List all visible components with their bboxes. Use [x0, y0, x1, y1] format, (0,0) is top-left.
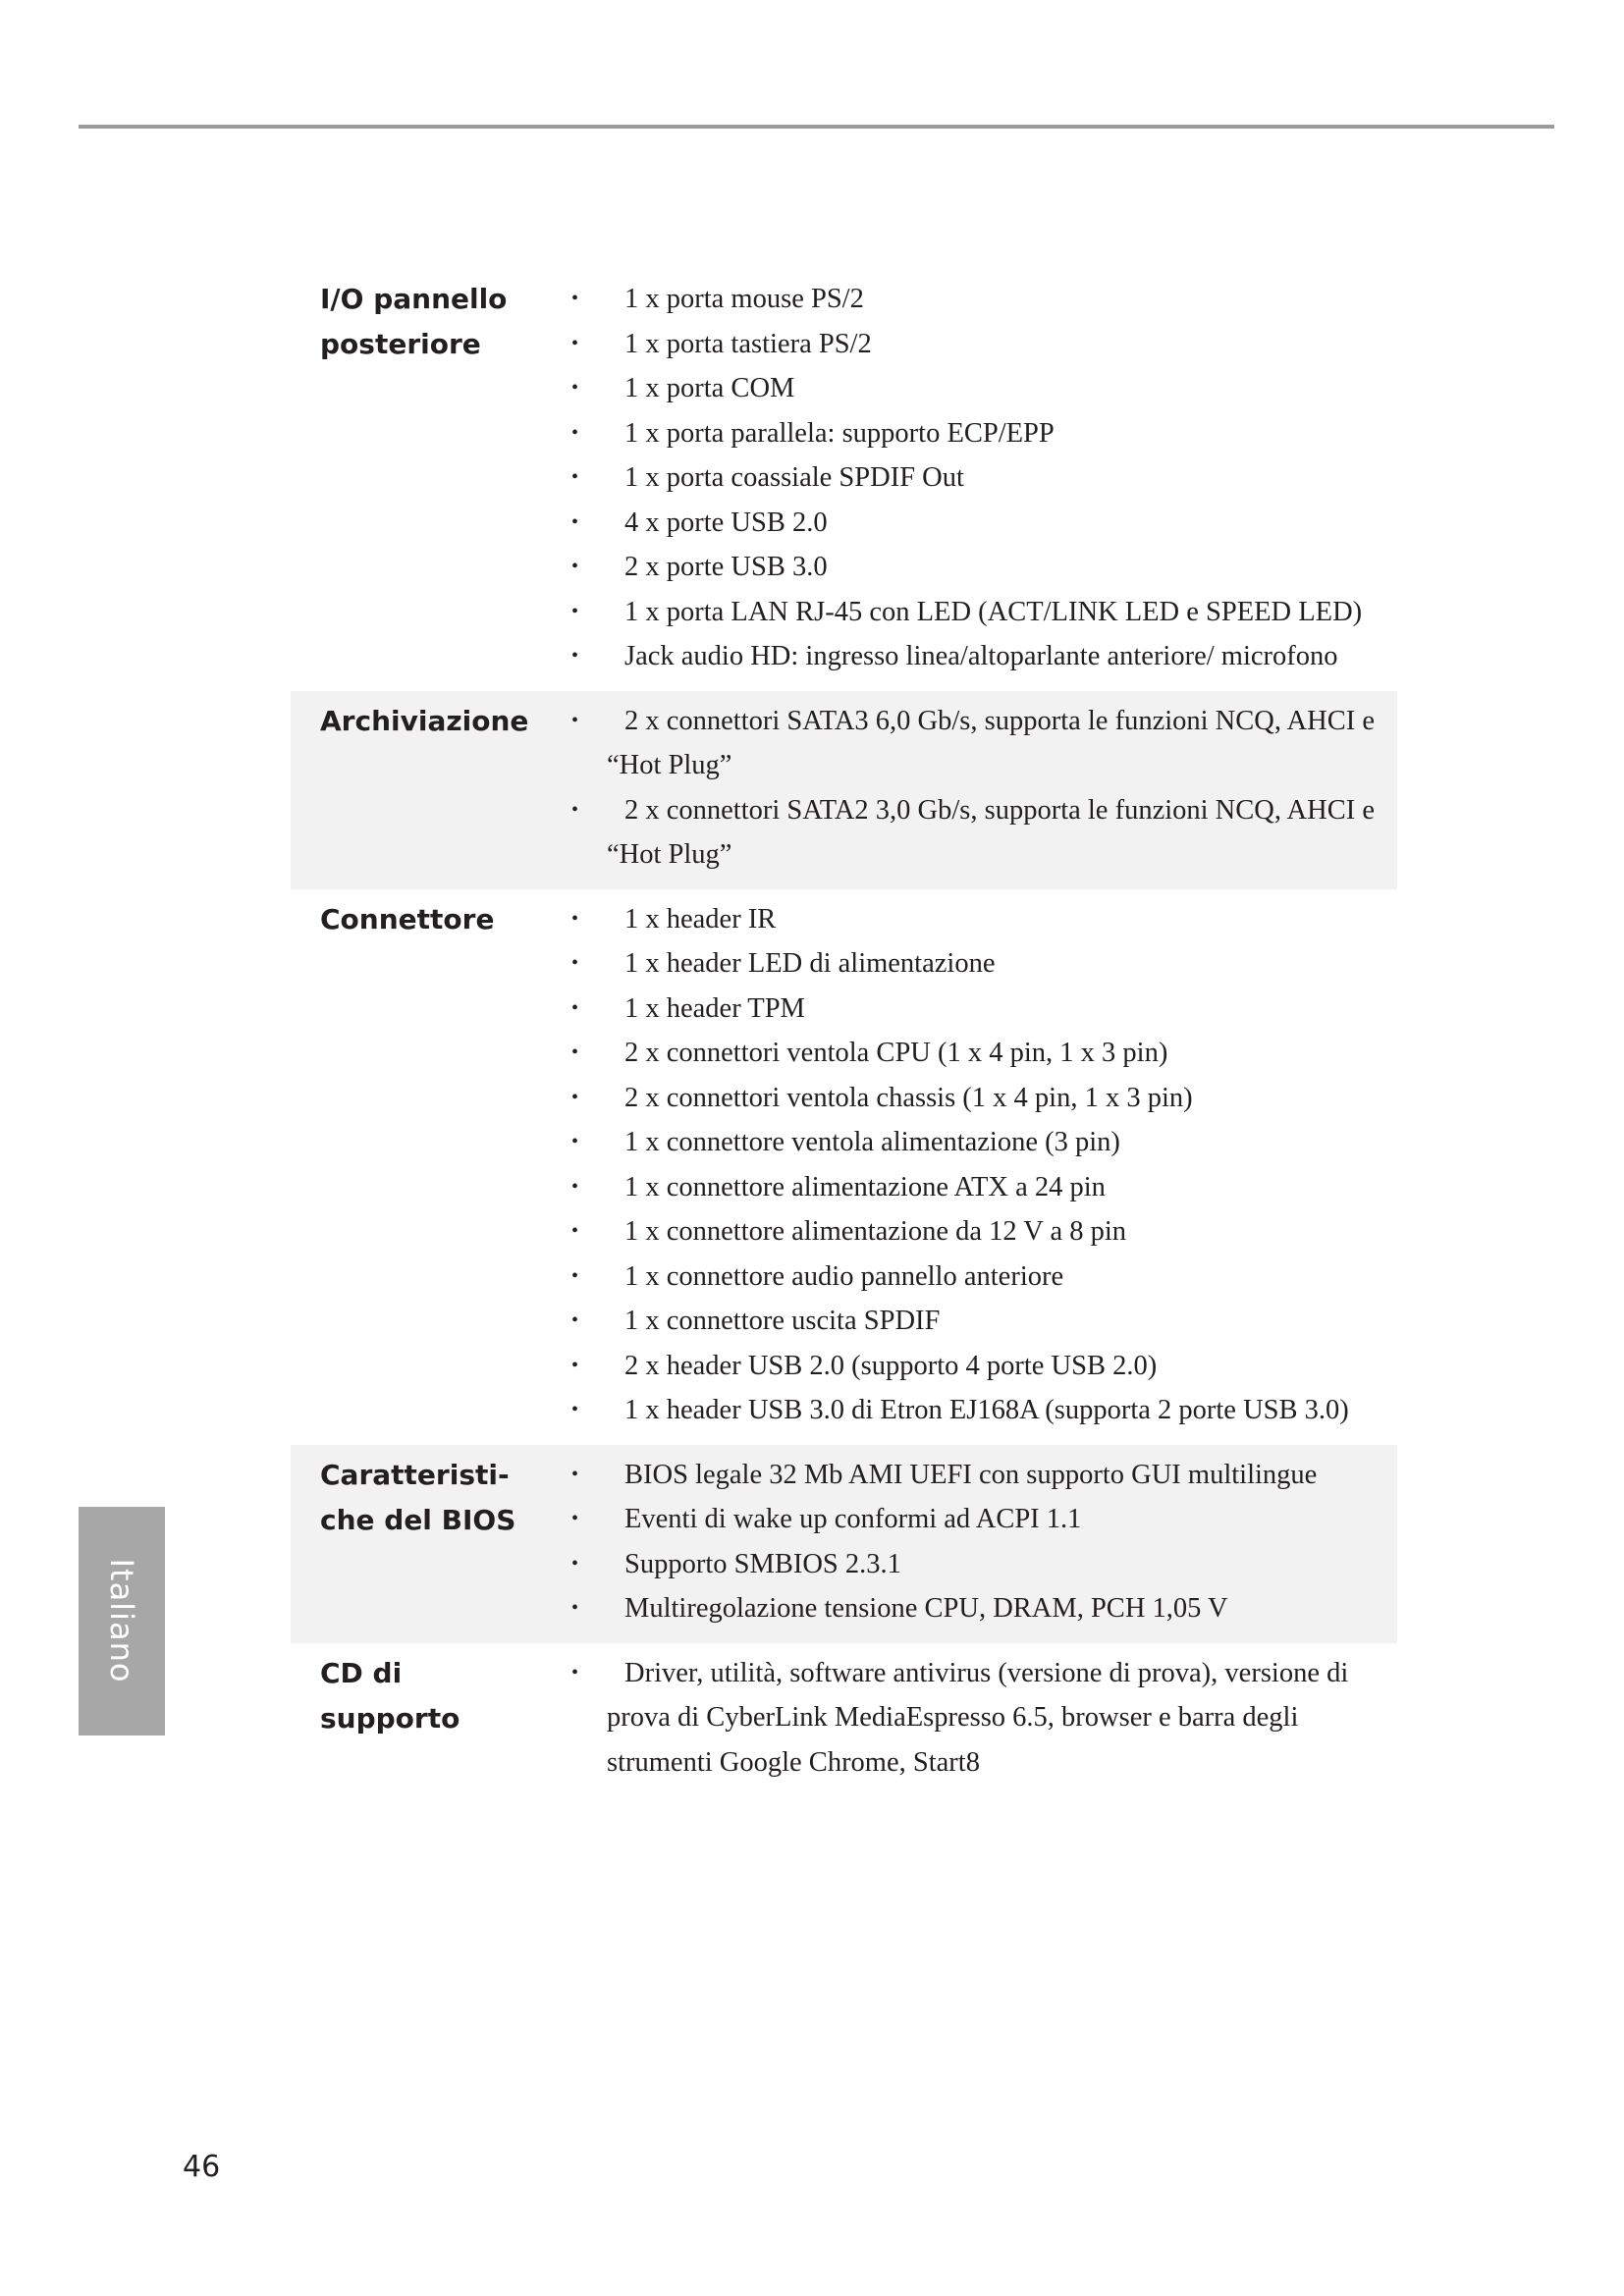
spec-label: [291, 1453, 571, 1631]
list-item: • Supporto SMBIOS 2.3.1: [571, 1542, 1397, 1587]
list-item: • 1 x connettore alimentazione da 12 V a 8 pin: [571, 1209, 1397, 1255]
list-item: • Multiregolazione tensione CPU, DRAM, PCH 1,05 V: [571, 1586, 1397, 1631]
list-item: • 1 x porta coassiale SPDIF Out: [571, 455, 1397, 501]
header-rule: [79, 125, 1554, 129]
spec-item-list: [571, 277, 1397, 679]
list-item: • 1 x porta mouse PS/2: [571, 277, 1397, 322]
list-item: • BIOS legale 32 Mb AMI UEFI con supporto GUI multilingue: [571, 1453, 1397, 1498]
list-item: • 1 x porta COM: [571, 366, 1397, 411]
list-item: • 1 x porta LAN RJ-45 con LED (ACT/LINK LED e SPEED LED): [571, 590, 1397, 635]
spec-label-line: CD di: [320, 1656, 403, 1689]
spec-row-support-cd: [291, 1643, 1397, 1797]
spec-row-io-panel: [291, 269, 1397, 691]
list-item: • 1 x connettore audio pannello anteriore: [571, 1255, 1397, 1300]
list-item: • 1 x connettore uscita SPDIF: [571, 1299, 1397, 1344]
spec-label-line: che del BIOS: [320, 1503, 516, 1536]
spec-label: [291, 1651, 571, 1786]
spec-row-storage: [291, 691, 1397, 889]
spec-table: [291, 269, 1397, 1796]
list-item: • 1 x porta parallela: supporto ECP/EPP: [571, 411, 1397, 456]
list-item: • Driver, utilità, software antivirus (versione di prova), versione di prova di CyberLink MediaEspresso 6.5, browser e barra degli strumenti Google Chrome, Start8: [571, 1651, 1397, 1786]
list-item: • 2 x connettori SATA2 3,0 Gb/s, supporta le funzioni NCQ, AHCI e “Hot Plug”: [571, 788, 1397, 878]
list-item: • 2 x connettori ventola CPU (1 x 4 pin, 1 x 3 pin): [571, 1031, 1397, 1076]
spec-label-line: Archiviazione: [320, 704, 529, 737]
spec-row-connectors: [291, 889, 1397, 1445]
spec-item-list: [571, 699, 1397, 878]
list-item: • 2 x connettori ventola chassis (1 x 4 pin, 1 x 3 pin): [571, 1076, 1397, 1121]
spec-item-list: [571, 897, 1397, 1433]
list-item: • 1 x header LED di alimentazione: [571, 941, 1397, 987]
list-item: • Eventi di wake up conformi ad ACPI 1.1: [571, 1497, 1397, 1542]
list-item: • 1 x connettore alimentazione ATX a 24 pin: [571, 1165, 1397, 1210]
spec-row-bios: [291, 1445, 1397, 1643]
list-item: • Jack audio HD: ingresso linea/altoparlante anteriore/ microfono: [571, 634, 1397, 679]
spec-label: [291, 277, 571, 679]
spec-label-line: I/O pannello: [320, 283, 508, 315]
spec-item-list: [571, 1453, 1397, 1631]
language-side-tab-label: Italiano: [103, 1558, 140, 1683]
spec-label-line: Connettore: [320, 902, 495, 935]
list-item: • 1 x porta tastiera PS/2: [571, 322, 1397, 367]
list-item: • 1 x header USB 3.0 di Etron EJ168A (supporta 2 porte USB 3.0): [571, 1388, 1397, 1433]
list-item: • 2 x header USB 2.0 (supporto 4 porte USB 2.0): [571, 1344, 1397, 1389]
spec-label: [291, 699, 571, 878]
spec-label-line: Caratteristi-: [320, 1458, 510, 1491]
language-side-tab: [79, 1507, 165, 1735]
list-item: • 2 x connettori SATA3 6,0 Gb/s, supporta le funzioni NCQ, AHCI e “Hot Plug”: [571, 699, 1397, 788]
list-item: • 1 x header TPM: [571, 987, 1397, 1032]
spec-item-list: [571, 1651, 1397, 1786]
list-item: • 1 x header IR: [571, 897, 1397, 942]
list-item: • 1 x connettore ventola alimentazione (3 pin): [571, 1120, 1397, 1165]
spec-label-line: supporto: [320, 1701, 460, 1735]
spec-label: [291, 897, 571, 1433]
list-item: • 2 x porte USB 3.0: [571, 545, 1397, 590]
spec-label-line: posteriore: [320, 328, 481, 360]
list-item: • 4 x porte USB 2.0: [571, 501, 1397, 546]
page-number: 46: [183, 2150, 221, 2184]
